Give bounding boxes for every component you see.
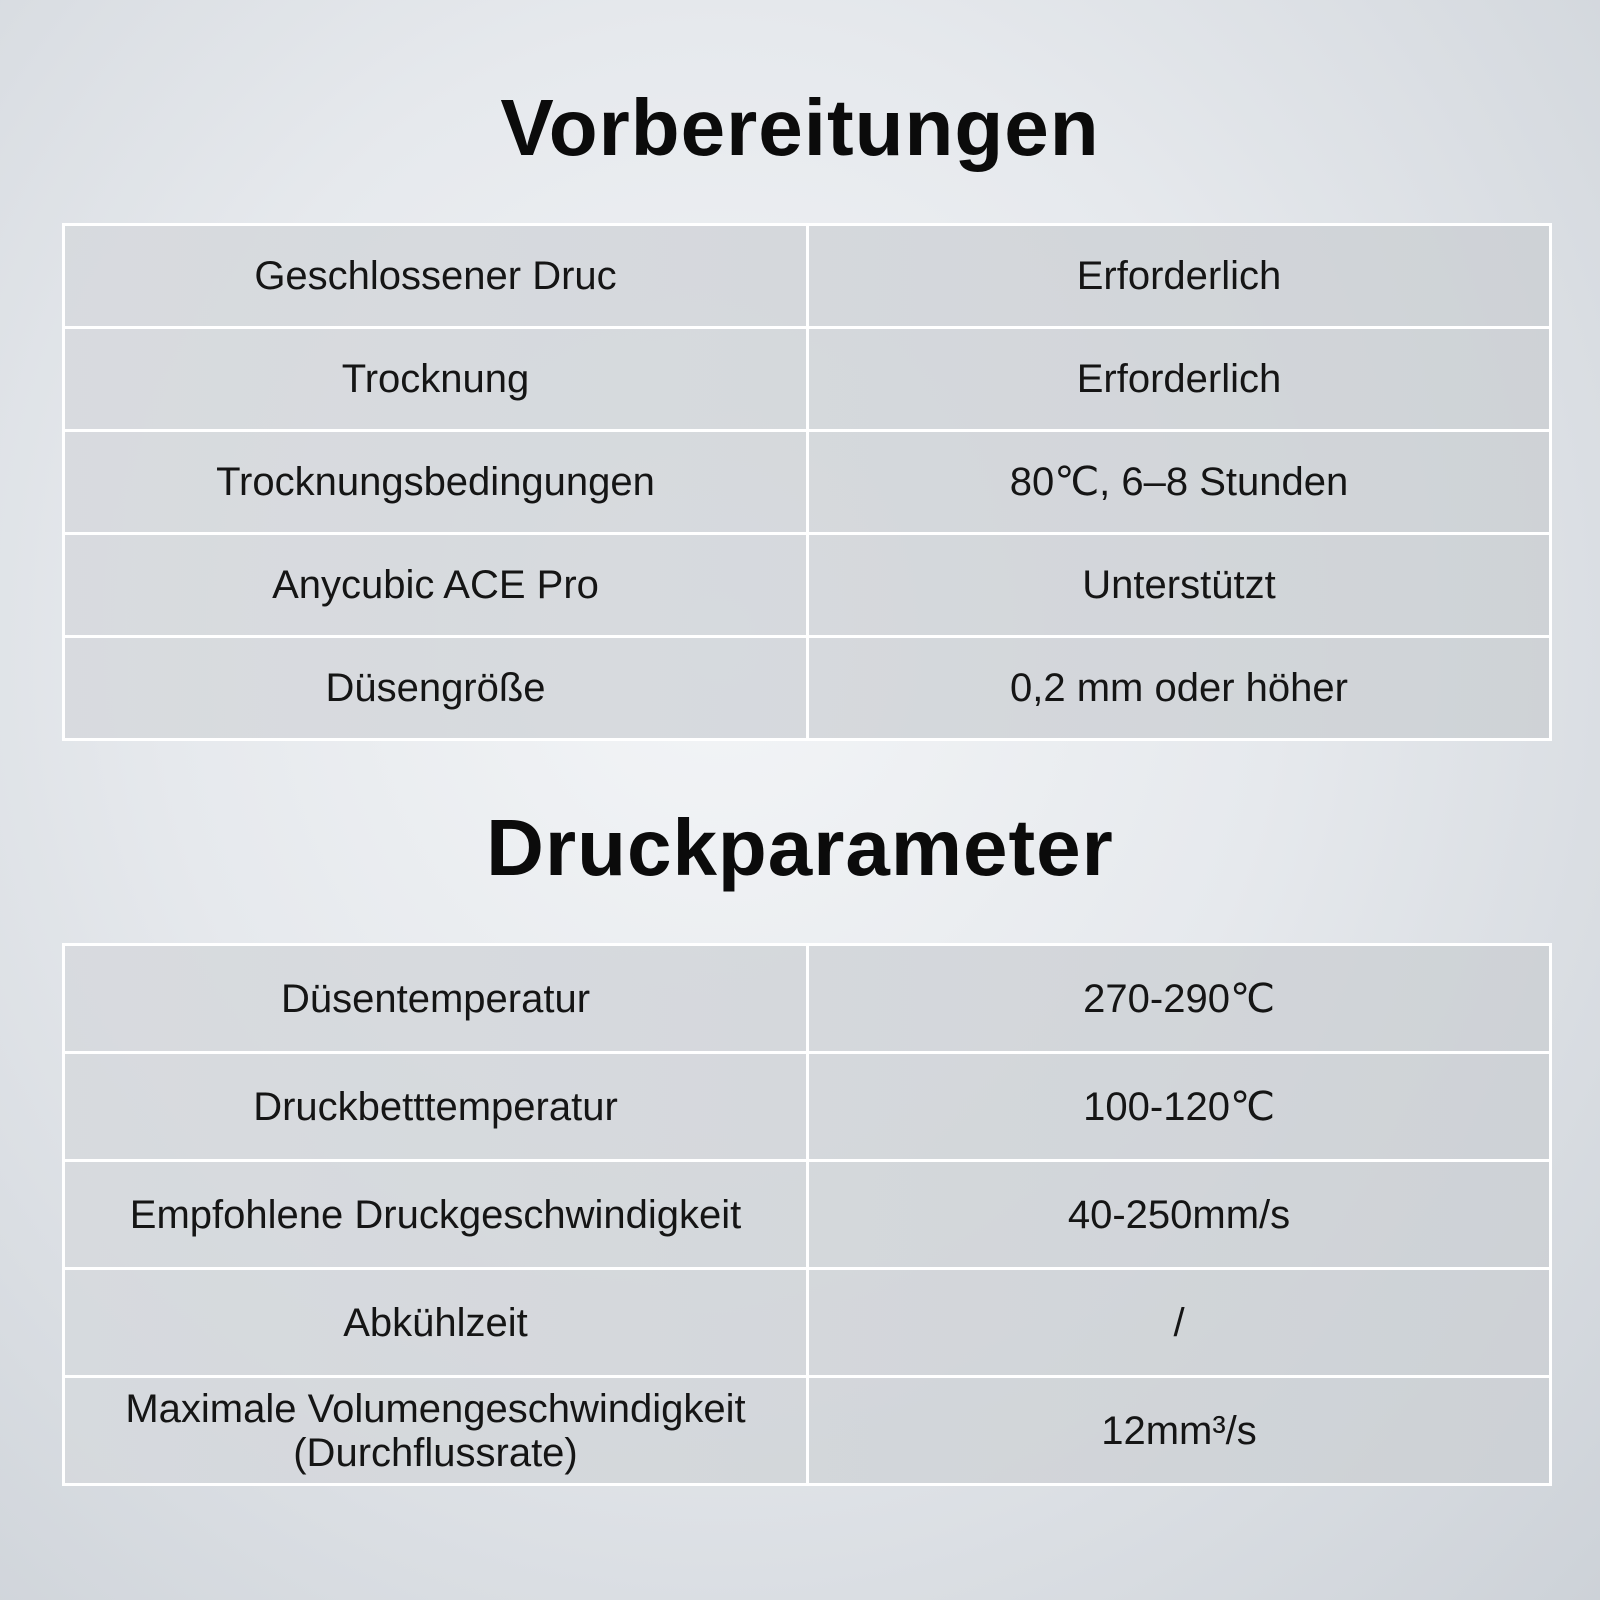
- row-value: 12mm³/s: [808, 1377, 1551, 1485]
- row-value: 0,2 mm oder höher: [808, 637, 1551, 740]
- table-row: [64, 534, 1551, 637]
- row-value: Erforderlich: [808, 225, 1551, 328]
- row-value: /: [808, 1269, 1551, 1377]
- section-title-druckparameter: Druckparameter: [486, 803, 1114, 892]
- table-row: [64, 225, 1551, 328]
- row-label: Geschlossener Druc: [64, 225, 808, 328]
- section-title-vorbereitungen: Vorbereitungen: [500, 83, 1100, 172]
- print-parameters-table: [62, 943, 1552, 1486]
- row-value: 270-290℃: [808, 945, 1551, 1053]
- table-row: [64, 1053, 1551, 1161]
- row-value: 100-120℃: [808, 1053, 1551, 1161]
- table-row: [64, 431, 1551, 534]
- row-label: Druckbetttemperatur: [64, 1053, 808, 1161]
- row-value: 40-250mm/s: [808, 1161, 1551, 1269]
- table-row: [64, 328, 1551, 431]
- row-label: Düsengröße: [64, 637, 808, 740]
- row-value: 80℃, 6–8 Stunden: [808, 431, 1551, 534]
- row-label: Empfohlene Druckgeschwindigkeit: [64, 1161, 808, 1269]
- preparation-table: [62, 223, 1552, 741]
- table-row: [64, 1161, 1551, 1269]
- row-label: Düsentemperatur: [64, 945, 808, 1053]
- row-label: Anycubic ACE Pro: [64, 534, 808, 637]
- table-row: [64, 945, 1551, 1053]
- table-row: [64, 1377, 1551, 1485]
- row-value: Unterstützt: [808, 534, 1551, 637]
- row-label: Maximale Volumengeschwindigkeit (Durchflussrate): [64, 1377, 808, 1485]
- row-label: Trocknungsbedingungen: [64, 431, 808, 534]
- row-label: Trocknung: [64, 328, 808, 431]
- table-row: [64, 637, 1551, 740]
- row-label: Abkühlzeit: [64, 1269, 808, 1377]
- row-value: Erforderlich: [808, 328, 1551, 431]
- table-row: [64, 1269, 1551, 1377]
